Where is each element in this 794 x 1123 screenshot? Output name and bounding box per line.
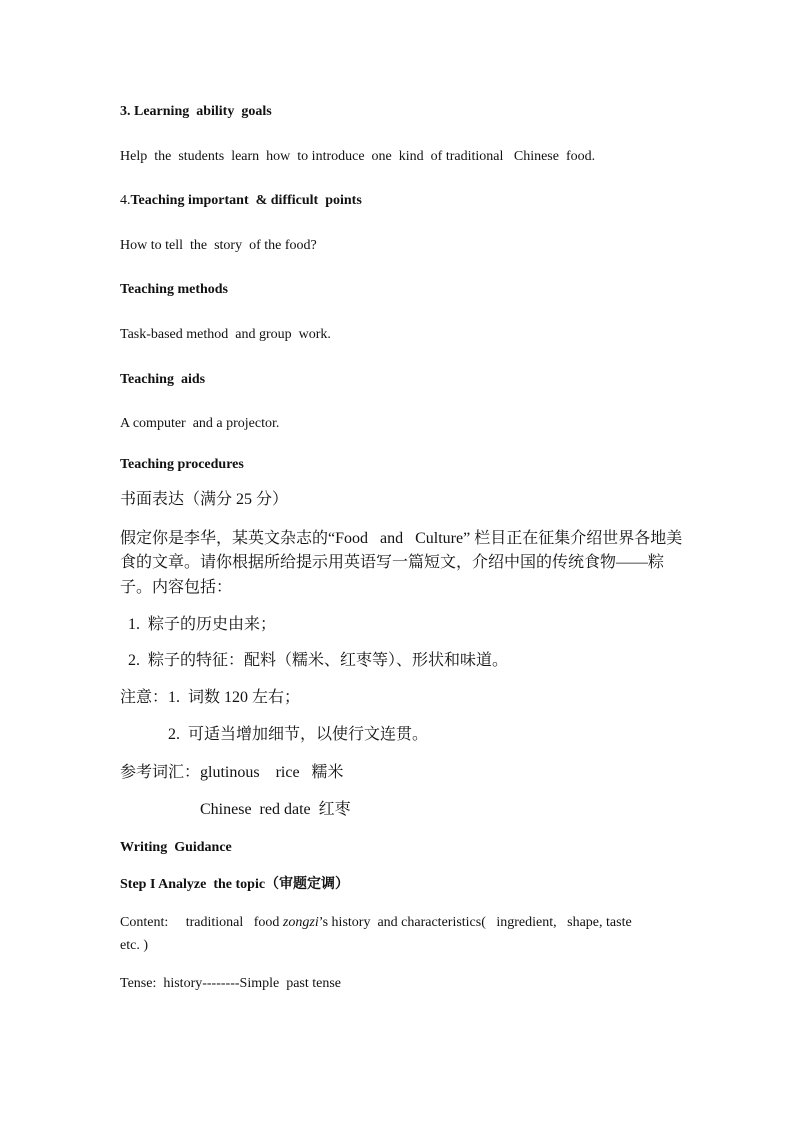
teaching-aids-heading: Teaching aids bbox=[120, 372, 206, 387]
teaching-points-heading: Teaching important & difficult points bbox=[130, 193, 362, 208]
content-line-1 bbox=[120, 914, 632, 932]
teaching-aids-text: A computer and a projector. bbox=[120, 416, 280, 431]
teaching-procedures-heading: Teaching procedures bbox=[120, 457, 244, 472]
teaching-points-number: 4. bbox=[120, 193, 131, 208]
writing-task-note-2: 2. 可适当增加细节，以使行文连贯。 bbox=[168, 726, 429, 743]
writing-task-point-1: 1. 粽子的历史由来； bbox=[128, 616, 277, 633]
content-prefix: Content: traditional food bbox=[120, 915, 283, 930]
teaching-methods-heading: Teaching methods bbox=[120, 282, 229, 297]
content-suffix: ’s history and characteristics( ingredient, shape, taste bbox=[318, 915, 632, 930]
content-line-2: etc. ) bbox=[120, 938, 148, 953]
learning-ability-goals-text: Help the students learn how to introduce one kind of traditional Chinese food. bbox=[120, 149, 596, 164]
writing-task-title: 书面表达（满分 25 分） bbox=[120, 491, 289, 508]
writing-task-point-2: 2. 粽子的特征：配料（糯米、红枣等）、形状和味道。 bbox=[128, 652, 509, 669]
zongzi-term: zongzi bbox=[282, 915, 319, 930]
step-one-heading: Step I Analyze the topic（审题定调） bbox=[120, 877, 350, 892]
teaching-points-text: How to tell the story of the food? bbox=[120, 238, 317, 253]
writing-task-note-1: 注意：1. 词数 120 左右； bbox=[120, 689, 301, 706]
reference-vocabulary-line-2: Chinese red date 红枣 bbox=[200, 801, 351, 818]
writing-task-intro-line-1: 假定你是李华，某英文杂志的“Food and Culture” 栏目正在征集介绍世界各地美 bbox=[120, 530, 683, 547]
reference-vocabulary-line-1: 参考词汇：glutinous rice 糯米 bbox=[120, 764, 344, 781]
writing-task-intro-line-2: 食的文章。请你根据所给提示用英语写一篇短文，介绍中国的传统食物——粽 bbox=[120, 554, 665, 571]
learning-ability-goals-heading: 3. Learning ability goals bbox=[120, 104, 272, 119]
teaching-points-heading-line bbox=[120, 192, 362, 210]
tense-line: Tense: history--------Simple past tense bbox=[120, 976, 342, 991]
teaching-methods-text: Task-based method and group work. bbox=[120, 327, 331, 342]
writing-guidance-heading: Writing Guidance bbox=[120, 840, 232, 855]
writing-task-intro-line-3: 子。内容包括： bbox=[120, 579, 233, 596]
